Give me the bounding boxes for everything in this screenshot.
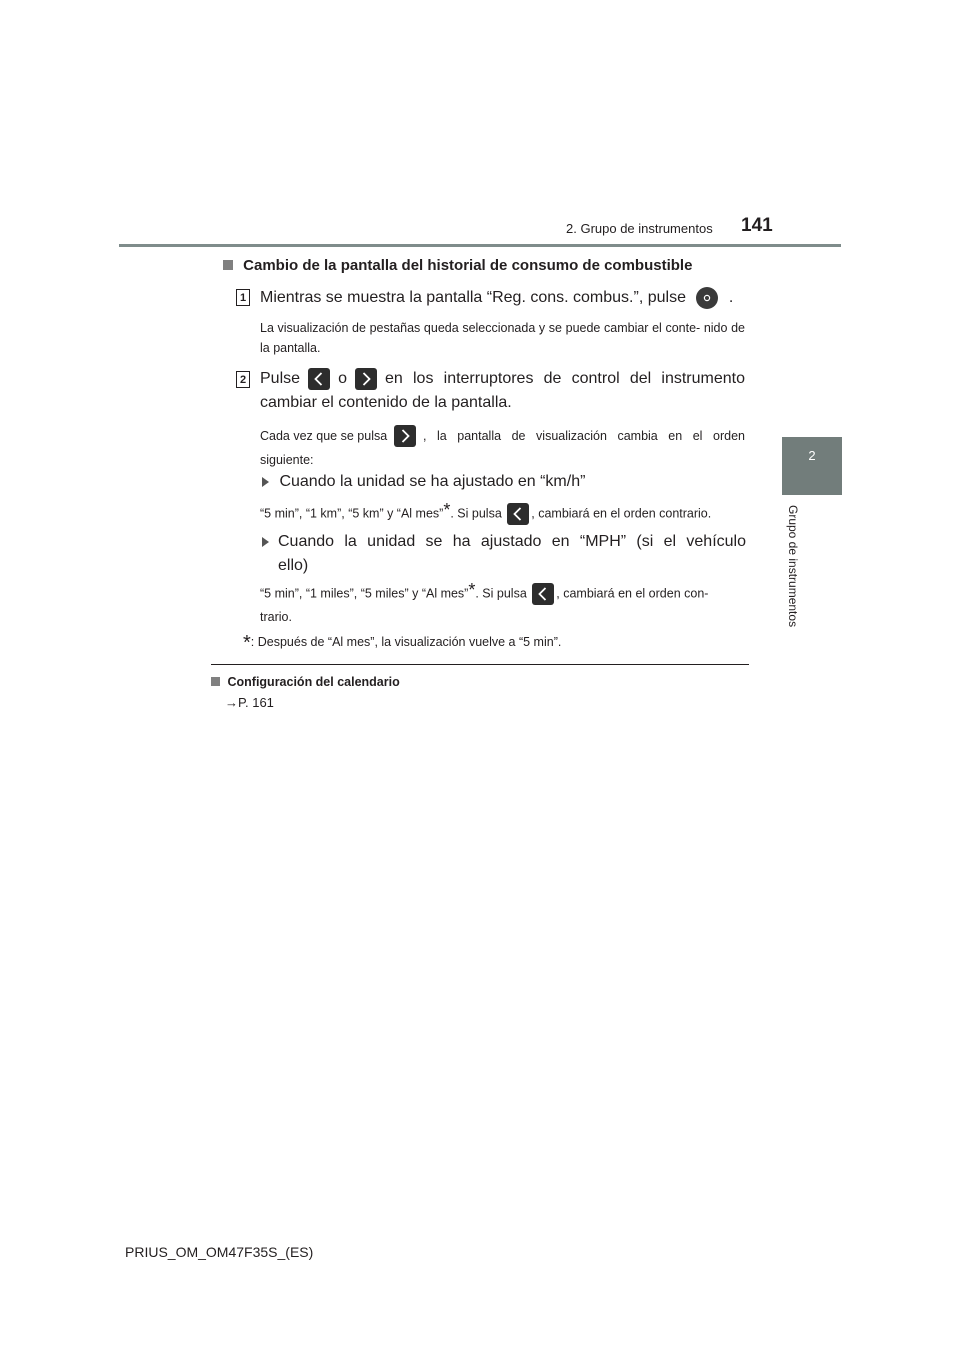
case-kmh-mid: . Si pulsa [450,506,502,521]
asterisk-mark: * [443,500,451,521]
case-kmh-end: , cambiará en el orden contrario. [531,506,712,521]
chapter-number: 2 [808,448,816,463]
chevron-left-icon [308,368,330,390]
info-heading-text: Configuración del calendario [227,675,400,689]
case-mph-end-line2: trario. [260,610,292,624]
info-reference [225,695,274,710]
step1-note: La visualización de pestañas queda seleccionada y se puede cambiar el conte- nido de la pantalla. [260,321,745,355]
triangle-bullet-icon [262,477,269,487]
step2-note-line2: siguiente: [260,453,314,467]
triangle-bullet-icon [262,537,269,547]
footnote-asterisk: * [243,632,251,654]
section-heading [223,257,692,274]
case-mph-title-line1: Cuando la unidad se ha ajustado en “MPH” (si el vehículo [278,533,746,550]
ok-button-icon [696,287,718,309]
case-kmh-text [260,500,712,525]
chevron-right-icon [355,368,377,390]
chapter-title-vertical [783,505,801,635]
case-kmh-title [262,470,585,494]
chapter-tab [782,437,842,495]
case-mph-mid: . Si pulsa [475,586,527,601]
step2-note [260,425,745,470]
step1-text-end: . [728,289,734,306]
step1-text: Mientras se muestra la pantalla “Reg. cons. combus.”, pulse [260,289,686,306]
step2-word-or: o [338,370,347,387]
case-mph-title-line2: ello) [278,557,309,574]
header-rule [119,244,841,247]
step2-word-pulse: Pulse [260,370,301,387]
section-divider [211,664,749,665]
square-bullet-icon [223,260,233,270]
step1-instruction [260,286,733,310]
page-reference-link[interactable]: P. 161 [238,695,274,710]
case-mph-title [262,530,746,578]
case-mph-text [260,580,745,627]
step-number-2: 2 [236,371,250,388]
asterisk-mark: * [468,580,476,601]
case-kmh-order: “5 min”, “1 km”, “5 km” y “Al mes” [260,506,444,521]
case-mph-end-line1: , cambiará en el orden con- [556,586,709,601]
footnote [243,630,561,652]
info-heading [211,675,400,689]
square-bullet-icon [211,677,220,686]
footnote-text: : Después de “Al mes”, la visualización vuelve a “5 min”. [250,635,562,649]
case-kmh-title-text: Cuando la unidad se ha ajustado en “km/h” [279,473,586,490]
step2-note-text: Cada vez que se pulsa [260,429,388,443]
case-mph-order: “5 min”, “1 miles”, “5 miles” y “Al mes” [260,586,469,601]
chevron-right-icon [394,425,416,447]
arrow-right-icon: → [225,695,238,710]
step2-instruction [260,367,745,415]
step2-text-line2: cambiar el contenido de la pantalla. [260,394,512,411]
section-heading-text: Cambio de la pantalla del historial de consumo de combustible [243,257,693,274]
document-id: PRIUS_OM_OM47F35S_(ES) [125,1244,314,1260]
step-number-1: 1 [236,289,250,306]
step2-text-line1: en los interruptores de control del instrumento [385,370,745,387]
page-number: 141 [741,215,773,236]
section-title: 2. Grupo de instrumentos [566,221,713,236]
chevron-left-icon [532,583,554,605]
chapter-title: Grupo de instrumentos [786,505,800,628]
chevron-left-icon [507,503,529,525]
step2-note-line1: , la pantalla de visualización cambia en el orden [422,429,745,443]
